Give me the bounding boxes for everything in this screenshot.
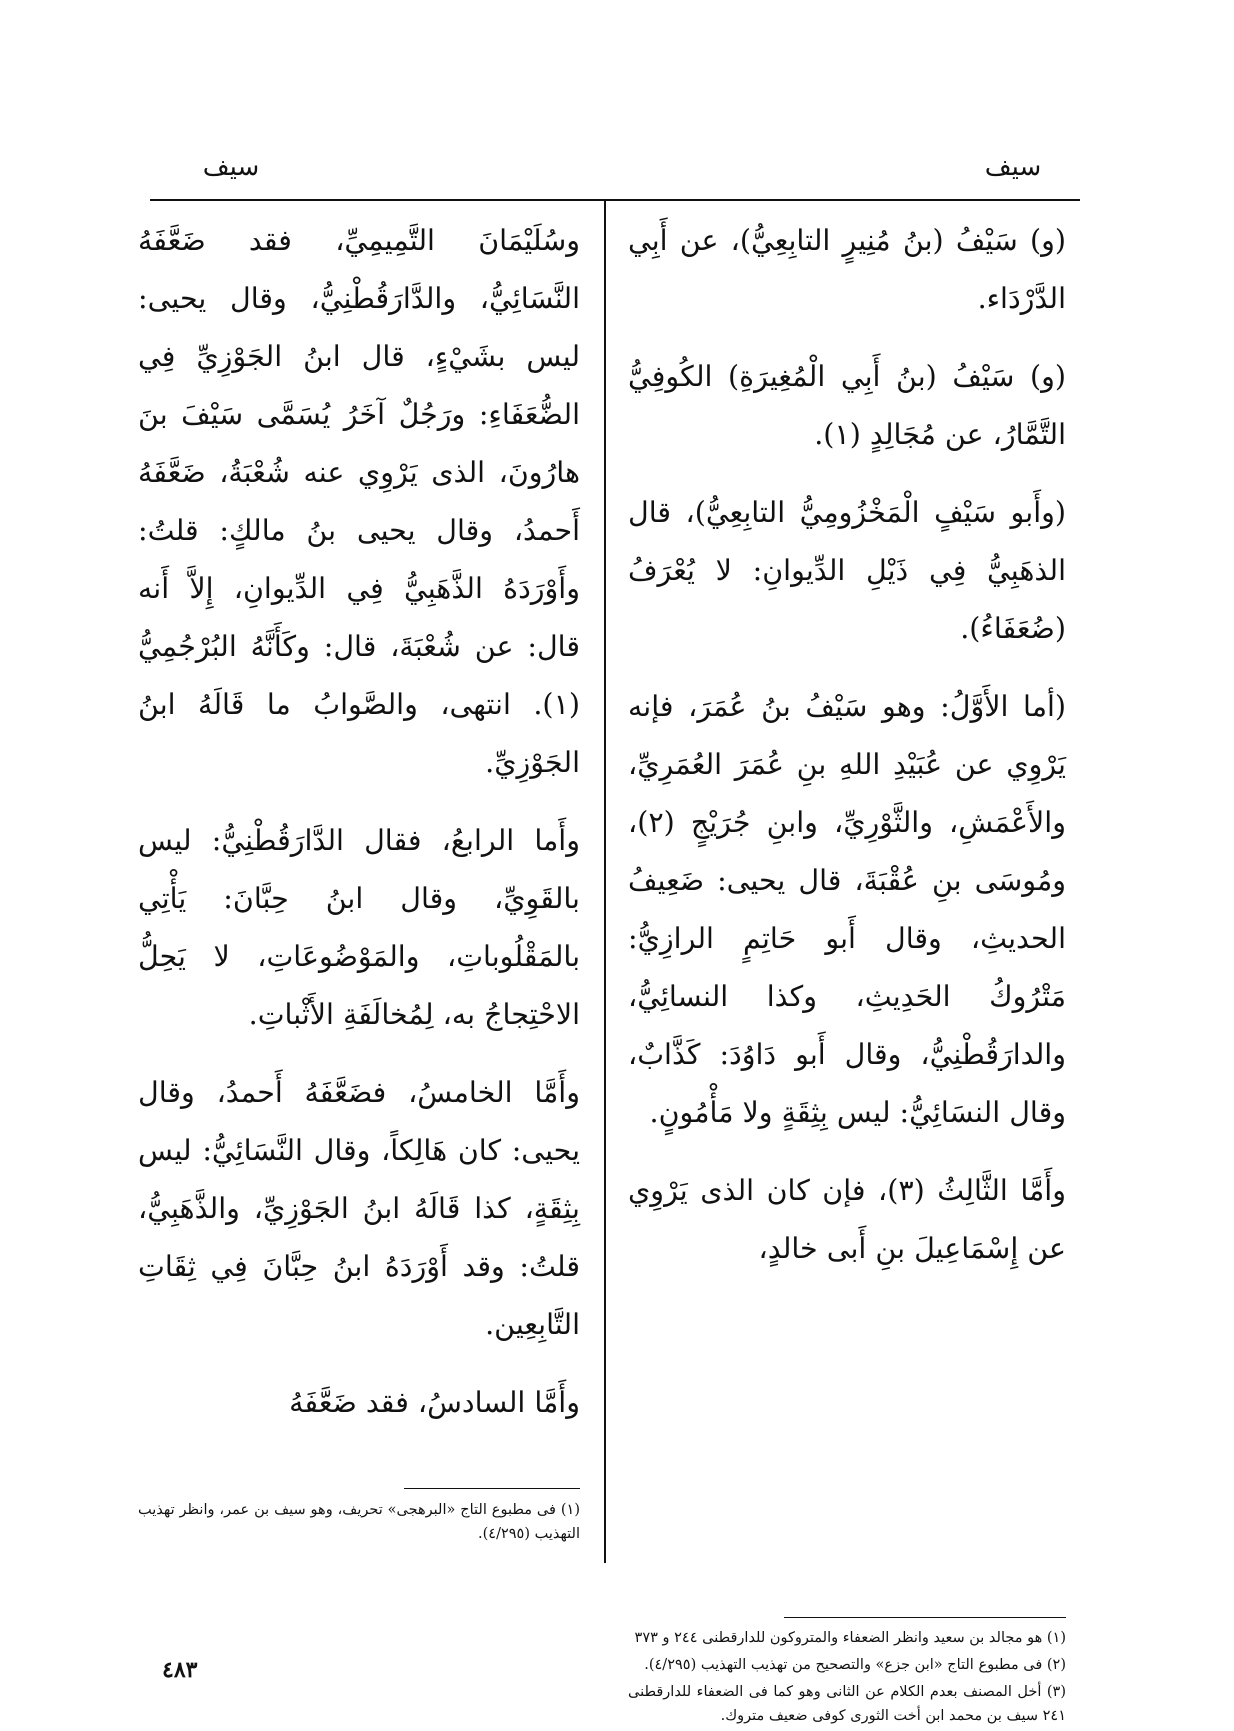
running-header-right: سيف	[984, 152, 1042, 182]
page-number: ٤٨٣	[162, 1657, 198, 1683]
footnotes-left	[138, 1498, 580, 1549]
right-column	[628, 212, 1066, 1298]
left-column	[138, 212, 580, 1452]
paragraph: وسُلَيْمَانَ التَّمِيمِيِّ، فقد ضَعَّفَهُ النَّسَائِيُّ، والدَّارَقُطْنِيُّ، وقال يحيى: ليس بشَيْءٍ، قال ابنُ الجَوْزِيِّ فِي الضُّعَفَاءِ: ورَجُلٌ آخَرُ يُسَمَّى سَيْفَ بنَ هارُونَ، الذى يَرْوِي عنه شُعْبَةُ، ضَعَّفَهُ أَحمدُ، وقال يحيى بنُ مالكٍ: قلتُ: وأَوْرَدَهُ الذَّهَبِيُّ فِي الدِّيوانِ، إِلاَّ أَنه قال: عن شُعْبَةَ، قال: وكَأَنَّهُ البُرْجُمِيُّ (١). انتهى، والصَّوابُ ما قَالَهُ ابنُ الجَوْزِيِّ.	[138, 224, 580, 779]
paragraph: (أما الأَوَّلُ: وهو سَيْفُ بنُ عُمَرَ، فإنه يَرْوِي عن عُبَيْدِ اللهِ بنِ عُمَرَ العُمَرِيِّ، والأَعْمَشِ، والثَّوْرِيِّ، وابنِ جُرَيْجٍ (٢)، ومُوسَى بنِ عُقْبَةَ، قال يحيى: ضَعِيفُ الحديثِ، وقال أَبو حَاتِمٍ الرازِيُّ: مَتْرُوكُ الحَدِيثِ، وكذا النسائِيُّ، والدارَقُطْنِيُّ، وقال أَبو دَاوُدَ: كَذَّابٌ، وقال النسَائِيُّ: ليس بِثِقَةٍ ولا مَأْمُونٍ.	[628, 690, 1066, 1129]
footnote: (١) هو مجالد بن سعيد وانظر الضعفاء والمتروكون للدارقطنى ٢٤٤ و ٣٧٣	[634, 1630, 1066, 1646]
header-rule	[150, 199, 1080, 201]
footnote-rule-right	[784, 1617, 1066, 1618]
paragraph: وأَما الرابعُ، فقال الدَّارَقُطْنِيُّ: ليس بالقَوِيِّ، وقال ابنُ حِبَّانَ: يَأْتِي بالمَقْلُوباتِ، والمَوْضُوعَاتِ، لا يَحِلُّ الاحْتِجاجُ به، لِمُخالَفَةِ الأَثْباتِ.	[138, 824, 580, 1031]
paragraph: وأَمَّا الثَّالِثُ (٣)، فإن كان الذى يَرْوِي عن إِسْمَاعِيلَ بنِ أَبى خالدٍ،	[628, 1174, 1066, 1265]
footnote: (١) فى مطبوع التاج «البرهجى» تحريف، وهو سيف بن عمر، وانظر تهذيب التهذيب (٤/٢٩٥).	[138, 1502, 580, 1542]
footnote: (٣) أخل المصنف بعدم الكلام عن الثانى وهو كما فى الضعفاء للدارقطنى ٢٤١ سيف بن محمد ابن أخت الثورى كوفى ضعيف متروك.	[628, 1684, 1066, 1724]
paragraph: (وأَبو سَيْفٍ الْمَخْزُومِيُّ التابِعِيُّ)، قال الذهَبِيُّ فِي ذَيْلِ الدِّيوانِ: لا يُعْرَفُ (ضُعَفَاءُ).	[628, 496, 1066, 645]
footnote: (٢) فى مطبوع التاج «ابن جزع» والتصحيح من تهذيب التهذيب (٤/٢٩٥).	[644, 1657, 1066, 1673]
paragraph: (و) سَيْفُ (بنُ مُنِيرٍ التابِعِيُّ)، عن أَبِي الدَّرْدَاء.	[628, 224, 1066, 315]
column-divider	[604, 201, 606, 1563]
footnote-rule-left	[404, 1488, 580, 1489]
paragraph: وأَمَّا الخامسُ، فضَعَّفَهُ أَحمدُ، وقال يحيى: كان هَالِكاً، وقال النَّسَائِيُّ: ليس بِثِقَةٍ، كذا قَالَهُ ابنُ الجَوْزِيِّ، والذَّهَبِيُّ، قلتُ: وقد أَوْرَدَهُ ابنُ حِبَّانَ فِي ثِقَاتِ التَّابِعِين.	[138, 1076, 580, 1341]
paragraph: (و) سَيْفُ (بنُ أَبِي الْمُغِيرَةِ) الكُوفِيُّ التَّمَّارُ، عن مُجَالِدٍ (١).	[628, 360, 1066, 451]
paragraph: وأَمَّا السادسُ، فقد ضَعَّفَهُ	[289, 1386, 580, 1419]
running-header-left: سيف	[202, 152, 260, 182]
footnotes-right	[628, 1626, 1066, 1731]
